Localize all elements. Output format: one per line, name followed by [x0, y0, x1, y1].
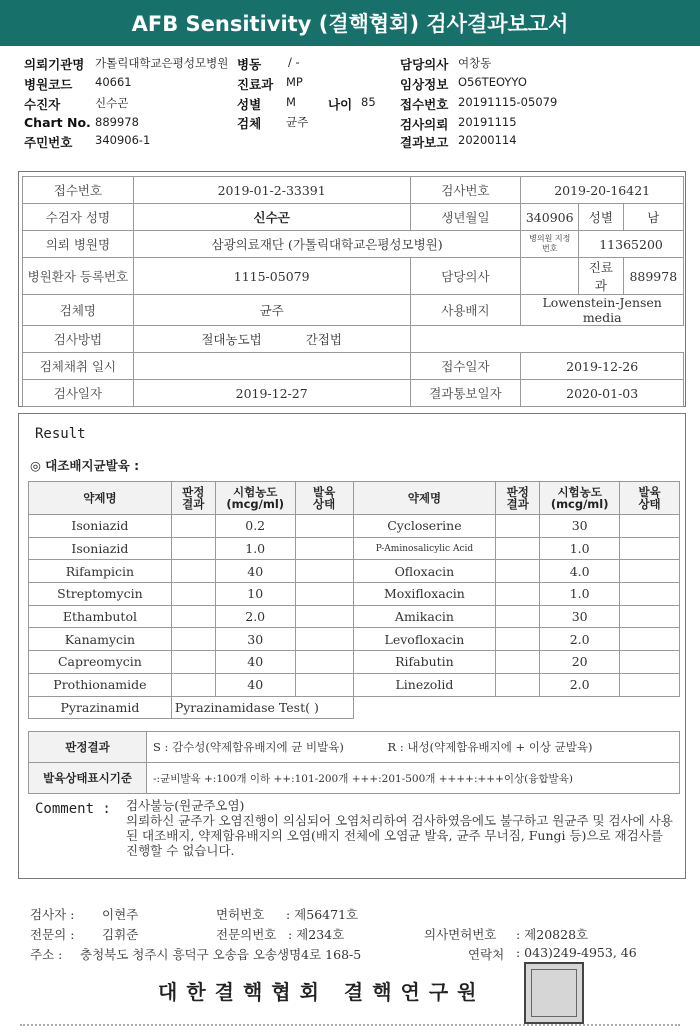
drug-result: [171, 605, 215, 628]
doctor-value: [521, 258, 579, 295]
specimen-info-table: [22, 176, 684, 407]
table-row: [29, 673, 680, 696]
drug-name: Ofloxacin: [353, 560, 496, 583]
ward-value: / -: [288, 55, 300, 69]
drug-name: Amikacin: [353, 605, 496, 628]
report-date-value: 20200114: [458, 133, 517, 147]
drug-concentration: 2.0: [215, 605, 295, 628]
sex-label: 성별: [579, 204, 624, 231]
drug-name: Prothionamide: [29, 673, 172, 696]
judgement-legend-value: [147, 732, 680, 763]
test-date-value: 2019-12-27: [133, 380, 410, 407]
drug-result: [171, 515, 215, 538]
receive-label: 접수일자: [410, 353, 521, 380]
collect-label: 검체채취 일시: [23, 353, 134, 380]
request-date-label: 검사의뢰: [400, 117, 449, 132]
requester-value: 가톨릭대학교은평성모병원: [95, 56, 229, 70]
reception-no-label: 접수번호: [400, 97, 449, 112]
clinical-label: 임상정보: [400, 77, 449, 92]
control-growth-label: ◎ 대조배지균발육 :: [30, 458, 140, 473]
specimen-label: 검체: [237, 116, 262, 131]
drug-name: Kanamycin: [29, 628, 172, 651]
receive-value: 2019-12-26: [521, 353, 684, 380]
doctor-license-label: 의사면허번호: [424, 927, 497, 942]
comment-line-2: 의뢰하신 균주가 오염진행이 의심되어 오염처리하여 검사하였음에도 불구하고 원균주 및 검사에 사용 된 대조배지, 약제함유배지의 오염(배지 전체에 오염균 발육, 균주 무너짐, Fungi 등)으로 재검사를 진행할 수 없습니다.: [126, 813, 673, 858]
reg-no-label: 병원환자 등록번호: [23, 258, 134, 295]
drug-concentration: 2.0: [540, 628, 620, 651]
pyrazinamidase-test: Pyrazinamidase Test( ): [171, 696, 353, 719]
specimen-value: 균주: [286, 115, 309, 129]
table-row: [29, 628, 680, 651]
specialist-no-value: : 제234호: [288, 927, 345, 942]
drug-result: [496, 673, 540, 696]
drug-growth: [295, 673, 353, 696]
table-row: [29, 696, 680, 719]
drug-name: Rifampicin: [29, 560, 172, 583]
drug-growth: [620, 583, 680, 606]
ssn-label: 주민번호: [24, 135, 73, 150]
drug-result: [171, 651, 215, 674]
drug-name: Ethambutol: [29, 605, 172, 628]
notify-label: 결과통보일자: [410, 380, 521, 407]
designated-no-label: 병의원 지정번호: [521, 231, 579, 258]
department-value: MP: [286, 75, 303, 89]
doctor-label: 담당의사: [410, 258, 521, 295]
drug-header: 약제명: [29, 482, 172, 515]
drug-concentration: 40: [215, 560, 295, 583]
drug-concentration: 1.0: [540, 537, 620, 560]
method-indirect: 간접법: [305, 332, 342, 347]
collect-value: [133, 353, 410, 380]
drug-concentration: 40: [215, 673, 295, 696]
table-row: [29, 515, 680, 538]
drug-concentration: 30: [215, 628, 295, 651]
growth-legend-value: -:균비발육 +:100개 이하 ++:101-200개 +++:201-500개 ++++:+++이상(융합발육): [147, 763, 680, 794]
drug-name: Rifabutin: [353, 651, 496, 674]
drug-name: Isoniazid: [29, 537, 172, 560]
table-row: [29, 605, 680, 628]
drug-growth: [295, 537, 353, 560]
method-value: [133, 326, 410, 353]
tester-value: 이현주: [102, 907, 139, 922]
drug-result: [496, 560, 540, 583]
drug-concentration: 30: [540, 515, 620, 538]
drug-growth: [295, 605, 353, 628]
drug-name: Linezolid: [353, 673, 496, 696]
dept-value: 889978: [623, 258, 683, 295]
resistant-legend: R : 내성(약제함유배지에 + 이상 균발육): [387, 740, 593, 754]
drug-concentration: 1.0: [215, 537, 295, 560]
notify-value: 2020-01-03: [521, 380, 684, 407]
drug-result: [496, 628, 540, 651]
drug-result: [496, 583, 540, 606]
drug-result: [496, 651, 540, 674]
drug-growth: [620, 560, 680, 583]
test-date-label: 검사일자: [23, 380, 134, 407]
hospital-value: 삼광의료재단 (가톨릭대학교은평성모병원): [133, 231, 521, 258]
specimen-name-label: 검체명: [23, 295, 134, 326]
table-row: [29, 537, 680, 560]
drug-result: [496, 537, 540, 560]
report-date-label: 결과보고: [400, 135, 449, 150]
drug-concentration: 2.0: [540, 673, 620, 696]
department-label: 진료과: [237, 77, 274, 92]
drug-name: Capreomycin: [29, 651, 172, 674]
drug-concentration: 0.2: [215, 515, 295, 538]
license-label: 면허번호: [216, 907, 265, 922]
drug-name: P-Aminosalicylic Acid: [353, 537, 496, 560]
sex-value: 남: [623, 204, 683, 231]
legend-table: [28, 731, 680, 794]
drug-result: [171, 628, 215, 651]
comment-text: [126, 798, 674, 858]
requester-label: 의뢰기관명: [24, 57, 85, 72]
sex-label: 성별: [237, 97, 262, 112]
hospital-code-value: 40661: [95, 75, 132, 89]
judgement-header: 판정 결과: [171, 482, 215, 515]
drug-name: Isoniazid: [29, 515, 172, 538]
specialist-no-label: 전문의번호: [216, 927, 277, 942]
drug-growth: [295, 515, 353, 538]
drug-concentration: 10: [215, 583, 295, 606]
test-no-value: 2019-20-16421: [521, 177, 684, 204]
drug-concentration: 40: [215, 651, 295, 674]
drug-result: [171, 560, 215, 583]
reception-no-label: 접수번호: [23, 177, 134, 204]
age-label: 나이: [328, 97, 353, 112]
drug-growth: [295, 583, 353, 606]
specimen-name-value: 균주: [133, 295, 410, 326]
method-label: 검사방법: [23, 326, 134, 353]
address-value: 충청북도 청주시 흥덕구 오송읍 오송생명4로 168-5: [80, 947, 362, 962]
concentration-header: 시험농도 (mcg/ml): [540, 482, 620, 515]
drug-growth: [295, 560, 353, 583]
drug-name: Moxifloxacin: [353, 583, 496, 606]
name-value: 신수곤: [133, 204, 410, 231]
medium-value: Lowenstein-Jensen media: [521, 295, 684, 326]
growth-legend-label: 발육상태표시기준: [29, 763, 147, 794]
sensitive-legend: S : 감수성(약제함유배지에 균 비발육): [153, 740, 344, 754]
result-title: Result: [35, 426, 86, 442]
contact-label: 연락처: [468, 947, 505, 962]
specialist-value: 김휘준: [102, 927, 139, 942]
chart-no-value: 889978: [95, 115, 139, 129]
contact-value: : 043)249-4953, 46: [516, 945, 637, 960]
drug-growth: [620, 605, 680, 628]
request-date-value: 20191115: [458, 115, 517, 129]
drug-result: [171, 537, 215, 560]
official-seal-icon: [524, 962, 584, 1024]
drug-result: [496, 605, 540, 628]
reception-no-value: 2019-01-2-33391: [133, 177, 410, 204]
organization-name: 대한결핵협회 결핵연구원: [158, 980, 486, 1004]
drug-name: Cycloserine: [353, 515, 496, 538]
sex-value: M: [286, 95, 296, 109]
doctor-license-value: : 제20828호: [516, 927, 589, 942]
drug-sensitivity-table: [28, 481, 680, 719]
specialist-label: 전문의 :: [30, 927, 75, 942]
doctor-label: 담당의사: [400, 57, 449, 72]
drug-name: Levofloxacin: [353, 628, 496, 651]
ssn-value: 340906-1: [95, 133, 151, 147]
drug-growth: [620, 628, 680, 651]
drug-name: Streptomycin: [29, 583, 172, 606]
judgement-legend-label: 판정결과: [29, 732, 147, 763]
drug-growth: [295, 651, 353, 674]
drug-growth: [295, 628, 353, 651]
dept-label: 진료과: [579, 258, 624, 295]
clinical-value: O56TEOYYO: [458, 75, 527, 89]
reg-no-value: 1115-05079: [133, 258, 410, 295]
drug-concentration: 30: [540, 605, 620, 628]
drug-result: [171, 673, 215, 696]
designated-no-value: 11365200: [579, 231, 684, 258]
drug-header: 약제명: [353, 482, 496, 515]
pyrazinamid-label: Pyrazinamid: [29, 696, 172, 719]
drug-growth: [620, 651, 680, 674]
drug-growth: [620, 673, 680, 696]
growth-header: 발육 상태: [620, 482, 680, 515]
patient-label: 수진자: [24, 97, 61, 112]
growth-header: 발육 상태: [295, 482, 353, 515]
comment-label: Comment :: [35, 801, 111, 817]
medium-label: 사용배지: [410, 295, 521, 326]
test-no-label: 검사번호: [410, 177, 521, 204]
comment-line-1: 검사불능(원균주오염): [126, 798, 245, 813]
table-row: [29, 560, 680, 583]
drug-growth: [620, 537, 680, 560]
address-label: 주소 :: [30, 947, 63, 962]
chart-no-label: Chart No.: [24, 115, 91, 130]
judgement-header: 판정 결과: [496, 482, 540, 515]
report-title: AFB Sensitivity (결핵협회) 검사결과보고서: [0, 0, 700, 46]
method-absolute: 절대농도법: [201, 332, 262, 347]
patient-value: 신수곤: [95, 96, 129, 110]
name-label: 수검자 성명: [23, 204, 134, 231]
tester-label: 검사자 :: [30, 907, 75, 922]
drug-concentration: 1.0: [540, 583, 620, 606]
hospital-label: 의뢰 병원명: [23, 231, 134, 258]
report-header: [0, 52, 700, 152]
ward-label: 병동: [237, 57, 262, 72]
drug-concentration: 4.0: [540, 560, 620, 583]
drug-result: [171, 583, 215, 606]
table-row: [29, 651, 680, 674]
drug-growth: [620, 515, 680, 538]
page-bottom-divider: [20, 1024, 680, 1032]
doctor-value: 여창동: [458, 56, 492, 70]
hospital-code-label: 병원코드: [24, 77, 73, 92]
birth-value: 340906: [521, 204, 579, 231]
age-value: 85: [361, 95, 376, 109]
license-value: : 제56471호: [286, 907, 359, 922]
table-row: [29, 583, 680, 606]
drug-concentration: 20: [540, 651, 620, 674]
birth-label: 생년월일: [410, 204, 521, 231]
drug-result: [496, 515, 540, 538]
concentration-header: 시험농도 (mcg/ml): [215, 482, 295, 515]
reception-no-value: 20191115-05079: [458, 95, 558, 109]
